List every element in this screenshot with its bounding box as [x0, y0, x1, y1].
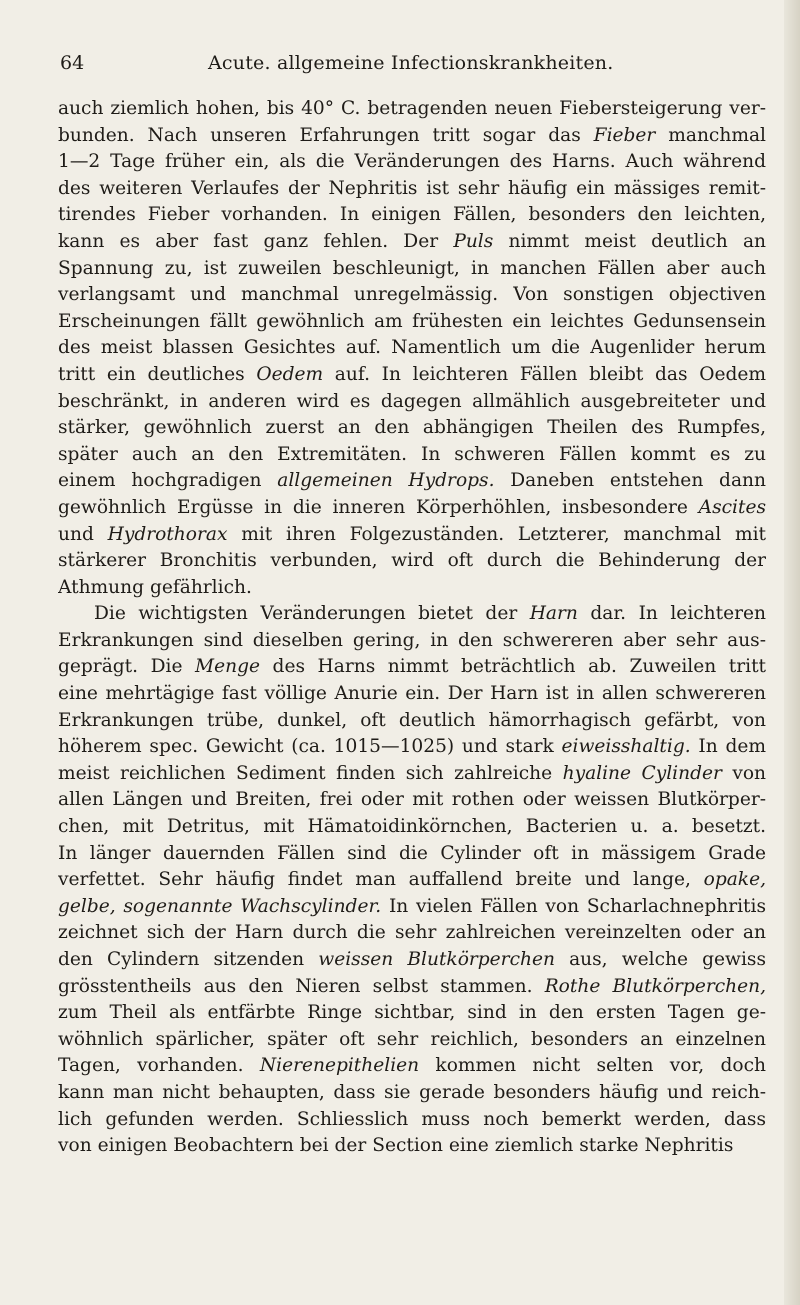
- text-line: [58, 468, 766, 495]
- text-line: [58, 761, 766, 788]
- text-run: dar. In leichteren: [577, 603, 766, 625]
- text-run: gewöhnlich Ergüsse in die inneren Körperhöhlen, insbesondere: [58, 496, 699, 518]
- text-run: kann es aber fast ganz fehlen. Der: [58, 230, 454, 252]
- italic-term: Nierenepithelien: [259, 1055, 420, 1077]
- text-line: [58, 149, 766, 176]
- text-line: [58, 389, 766, 416]
- text-line: [58, 920, 766, 947]
- text-line: [58, 309, 766, 336]
- text-run: Die wichtigsten Veränderungen bietet der: [94, 603, 530, 625]
- text-run: mit ihren Folgezuständen. Letzterer, manchmal mit: [227, 523, 766, 545]
- italic-term: allgemeinen Hydrops.: [277, 470, 495, 492]
- text-run: geprägt. Die: [58, 656, 196, 678]
- italic-term: Rothe Blutkörperchen,: [544, 975, 766, 997]
- text-run: Erscheinungen fällt gewöhnlich am frühesten ein leichtes Gedunsensein: [58, 310, 766, 332]
- text-line: [58, 415, 766, 442]
- text-run: stärker, gewöhnlich zuerst an den abhängigen Theilen des Rumpfes,: [58, 417, 766, 439]
- text-run: später auch an den Extremitäten. In schweren Fällen kommt es zu: [58, 443, 766, 465]
- text-line: [58, 601, 766, 628]
- text-run: verfettet. Sehr häufig findet man auffallend breite und lange,: [58, 869, 704, 891]
- text-run: In dem: [690, 736, 766, 758]
- text-line: [58, 202, 766, 229]
- text-run: zeichnet sich der Harn durch die sehr zahlreichen vereinzelten oder an: [58, 922, 766, 944]
- page-edge: [784, 0, 800, 1305]
- text-line: [58, 495, 766, 522]
- text-run: aus, welche gewiss: [554, 949, 766, 970]
- italic-term: weissen Blutkörperchen: [318, 949, 555, 970]
- body-text: [58, 96, 766, 1160]
- text-line: [58, 522, 766, 549]
- text-run: tritt ein deutliches: [58, 363, 257, 385]
- text-run: lich gefunden werden. Schliesslich muss noch bemerkt werden, dass: [58, 1108, 766, 1130]
- italic-term: Hydrothorax: [107, 523, 228, 545]
- text-run: von: [721, 762, 766, 784]
- text-run: beschränkt, in anderen wird es dagegen allmählich ausgebreiteter und: [58, 390, 766, 412]
- text-line: [58, 1080, 766, 1107]
- italic-term: hyaline Cylinder: [562, 762, 722, 784]
- text-line: [58, 841, 766, 868]
- text-line: [58, 681, 766, 708]
- text-run: auch ziemlich hohen, bis 40° C. betragenden neuen Fiebersteigerung ver-: [58, 98, 766, 119]
- text-run: den Cylindern sitzenden: [58, 949, 319, 970]
- text-run: bunden. Nach unseren Erfahrungen tritt sogar das: [58, 124, 594, 146]
- text-run: wöhnlich spärlicher, später oft sehr reichlich, besonders an einzelnen: [58, 1028, 766, 1050]
- text-line: [58, 867, 766, 894]
- text-line: [58, 787, 766, 814]
- text-line: [58, 654, 766, 681]
- text-line: [58, 1000, 766, 1027]
- text-line: [58, 362, 766, 389]
- paragraph: [58, 96, 766, 601]
- text-run: chen, mit Detritus, mit Hämatoidinkörnchen, Bacterien u. a. besetzt.: [58, 816, 766, 838]
- text-run: verlangsamt und manchmal unregelmässig. Von sonstigen objectiven: [58, 284, 766, 306]
- text-run: allen Längen und Breiten, frei oder mit rothen oder weissen Blutkörper-: [58, 789, 766, 811]
- text-run: grösstentheils aus den Nieren selbst stammen.: [58, 975, 545, 997]
- text-run: des weiteren Verlaufes der Nephritis ist sehr häufig ein mässiges remit-: [58, 177, 766, 199]
- text-run: und: [58, 523, 108, 545]
- text-line: [58, 1027, 766, 1054]
- text-run: Spannung zu, ist zuweilen beschleunigt, in manchen Fällen aber auch: [58, 257, 766, 279]
- text-run: meist reichlichen Sediment finden sich zahlreiche: [58, 762, 563, 784]
- text-line: [58, 176, 766, 203]
- text-run: 1—2 Tage früher ein, als die Veränderungen des Harns. Auch während: [58, 151, 766, 173]
- text-line: [58, 96, 766, 123]
- text-run: stärkerer Bronchitis verbunden, wird oft durch die Behinderung der: [58, 550, 766, 572]
- text-run: tirendes Fieber vorhanden. In einigen Fällen, besonders den leichten,: [58, 204, 766, 226]
- text-line: [58, 974, 766, 1001]
- running-head: Acute. allgemeine Infectionskrankheiten.: [208, 52, 614, 74]
- text-run: einem hochgradigen: [58, 470, 278, 492]
- text-run: In vielen Fällen von Scharlachnephritis: [381, 895, 766, 917]
- italic-term: gelbe, sogenannte Wachscylinder.: [58, 895, 382, 917]
- text-line: [58, 282, 766, 309]
- italic-term: Oedem: [256, 363, 324, 385]
- text-line: [58, 548, 766, 575]
- text-run: Erkrankungen trübe, dunkel, oft deutlich hämorrhagisch gefärbt, von: [58, 709, 766, 731]
- paragraph: [58, 601, 766, 1159]
- text-line: [58, 628, 766, 655]
- text-line: [58, 708, 766, 735]
- text-line: [58, 575, 766, 602]
- text-run: des meist blassen Gesichtes auf. Namentlich um die Augenlider herum: [58, 337, 766, 359]
- text-line: [58, 947, 766, 974]
- italic-term: Puls: [453, 230, 494, 252]
- text-line: [58, 814, 766, 841]
- text-line: [58, 442, 766, 469]
- text-run: Athmung gefährlich.: [58, 576, 252, 598]
- text-line: [58, 894, 766, 921]
- text-run: Tagen, vorhanden.: [58, 1055, 260, 1077]
- text-run: des Harns nimmt beträchtlich ab. Zuweilen tritt: [259, 656, 766, 678]
- text-run: auf. In leichteren Fällen bleibt das Oedem: [323, 363, 766, 385]
- italic-term: Harn: [529, 603, 578, 625]
- text-run: In länger dauernden Fällen sind die Cylinder oft in mässigem Grade: [58, 842, 766, 864]
- text-run: eine mehrtägige fast völlige Anurie ein. Der Harn ist in allen schwereren: [58, 683, 766, 705]
- text-run: nimmt meist deutlich an: [493, 230, 766, 252]
- text-line: [58, 1053, 766, 1080]
- italic-term: Ascites: [698, 496, 766, 518]
- text-run: Erkrankungen sind dieselben gering, in den schwereren aber sehr aus-: [58, 629, 766, 651]
- italic-term: Menge: [195, 656, 260, 678]
- text-run: manchmal: [655, 124, 766, 146]
- text-line: [58, 229, 766, 256]
- text-run: zum Theil als entfärbte Ringe sichtbar, sind in den ersten Tagen ge-: [58, 1002, 766, 1024]
- text-run: Daneben entstehen dann: [494, 470, 766, 492]
- page-header: [60, 52, 780, 82]
- text-line: [58, 335, 766, 362]
- text-line: [58, 1133, 766, 1160]
- text-line: [58, 256, 766, 283]
- text-line: [58, 1107, 766, 1134]
- italic-term: opake,: [703, 869, 766, 891]
- text-run: von einigen Beobachtern bei der Section eine ziemlich starke Nephritis: [58, 1135, 734, 1157]
- text-run: kann man nicht behaupten, dass sie gerade besonders häufig und reich-: [58, 1081, 766, 1103]
- italic-term: eiweisshaltig.: [561, 736, 691, 758]
- italic-term: Fieber: [593, 124, 656, 146]
- text-run: höherem spec. Gewicht (ca. 1015—1025) und stark: [58, 736, 562, 758]
- page-number: 64: [60, 52, 85, 74]
- text-run: kommen nicht selten vor, doch: [419, 1055, 766, 1077]
- text-line: [58, 123, 766, 150]
- text-line: [58, 734, 766, 761]
